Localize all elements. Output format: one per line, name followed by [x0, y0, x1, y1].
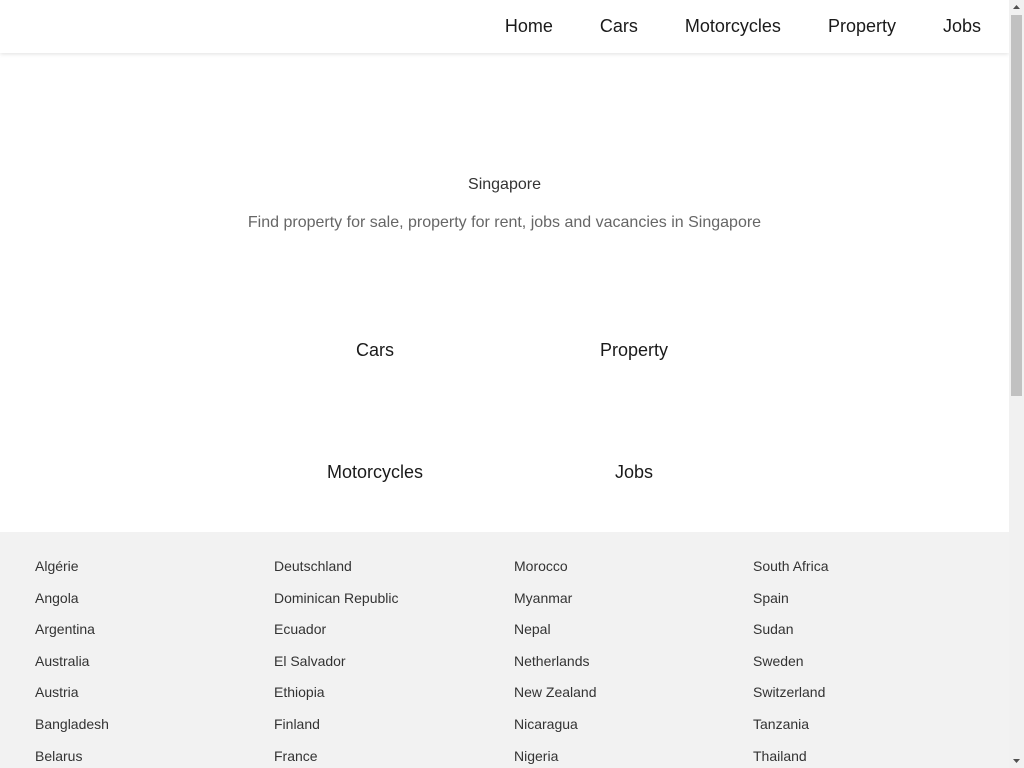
country-footer — [0, 532, 1009, 768]
country-link[interactable]: South Africa — [753, 558, 829, 574]
country-link[interactable]: Spain — [753, 589, 789, 606]
top-nav — [0, 0, 1009, 53]
country-column-2 — [274, 556, 399, 768]
country-link[interactable]: New Zealand — [514, 684, 597, 701]
country-link[interactable]: El Salvador — [274, 652, 346, 669]
country-link[interactable]: Nicaragua — [514, 715, 578, 732]
country-link[interactable]: Tanzania — [753, 715, 810, 732]
nav-property-link[interactable]: Property — [827, 16, 896, 36]
country-column-4 — [753, 556, 829, 768]
country-link[interactable]: Thailand — [753, 747, 807, 764]
category-jobs-link[interactable]: Jobs — [614, 462, 654, 482]
country-link[interactable]: Dominican Republic — [274, 589, 399, 606]
nav-links — [458, 0, 981, 53]
country-link[interactable]: Morocco — [514, 558, 568, 574]
country-link[interactable]: Ecuador — [274, 621, 327, 638]
category-property-link[interactable]: Property — [599, 340, 669, 360]
country-link[interactable]: Angola — [35, 589, 79, 606]
country-link[interactable]: Argentina — [35, 621, 95, 638]
scroll-down-arrow-icon[interactable] — [1009, 753, 1024, 768]
country-link[interactable]: Finland — [274, 715, 320, 732]
nav-home-link[interactable]: Home — [504, 16, 553, 36]
country-link[interactable]: Bangladesh — [35, 715, 109, 732]
country-link[interactable]: Ethiopia — [274, 684, 325, 701]
country-link[interactable]: Algérie — [35, 558, 79, 574]
country-link[interactable]: Nepal — [514, 621, 551, 638]
country-link[interactable]: Sudan — [753, 621, 794, 638]
hero-subtitle: Find property for sale, property for rent, jobs and vacancies in Singapore — [247, 214, 762, 231]
category-cars-link[interactable]: Cars — [355, 340, 394, 360]
country-link[interactable]: Belarus — [35, 747, 83, 764]
scroll-up-arrow-icon[interactable] — [1009, 0, 1024, 15]
category-motorcycles-link[interactable]: Motorcycles — [326, 462, 424, 482]
country-link[interactable]: Australia — [35, 652, 90, 669]
country-column-1 — [35, 556, 109, 768]
country-link[interactable]: Deutschland — [274, 558, 352, 574]
nav-jobs-link[interactable]: Jobs — [942, 16, 981, 36]
vertical-scrollbar[interactable] — [1009, 0, 1024, 768]
country-link[interactable]: France — [274, 747, 318, 764]
country-link[interactable]: Switzerland — [753, 684, 826, 701]
country-link[interactable]: Netherlands — [514, 652, 590, 669]
country-link[interactable]: Nigeria — [514, 747, 559, 764]
country-link[interactable]: Austria — [35, 684, 79, 701]
country-link[interactable]: Sweden — [753, 652, 804, 669]
country-link[interactable]: Myanmar — [514, 589, 573, 606]
scrollbar-thumb[interactable] — [1011, 15, 1022, 396]
hero-title: Singapore — [468, 176, 541, 193]
nav-cars-link[interactable]: Cars — [599, 16, 638, 36]
nav-motorcycles-link[interactable]: Motorcycles — [684, 16, 781, 36]
country-column-3 — [514, 556, 597, 768]
